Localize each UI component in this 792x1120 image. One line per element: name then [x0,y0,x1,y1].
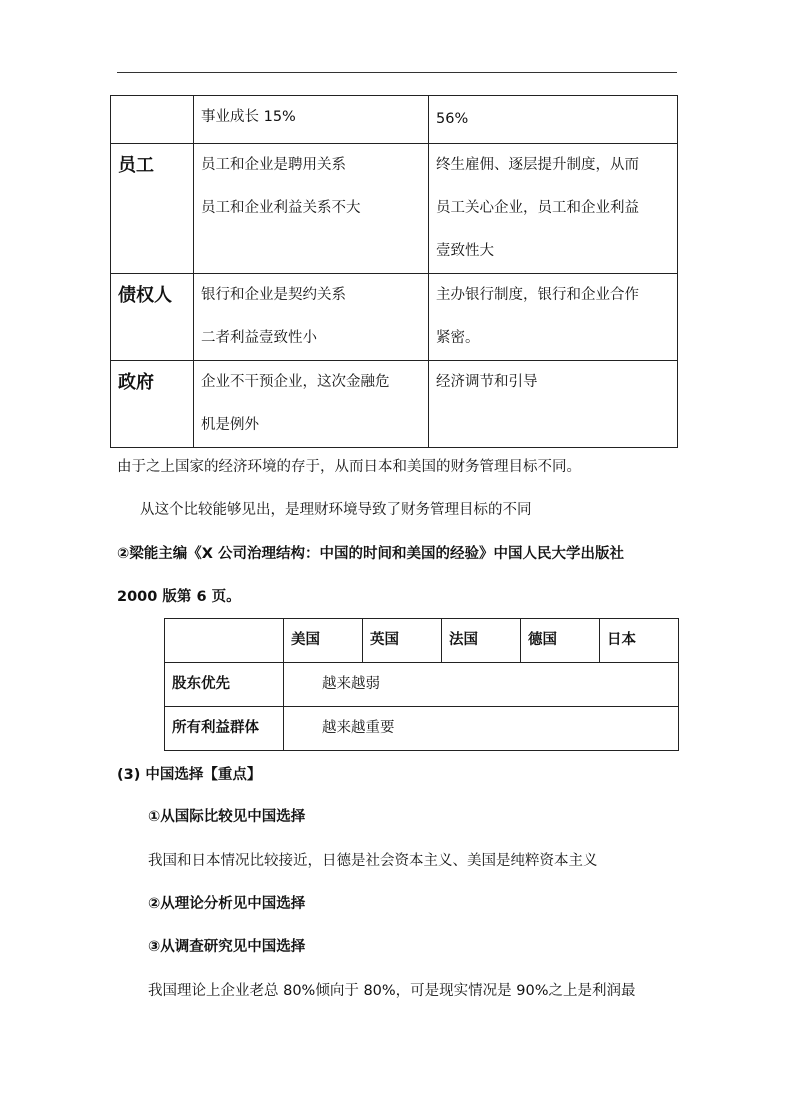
section-heading: (3) 中国选择【重点】 [117,767,262,783]
cell-line: 紧密。 [436,330,480,346]
table-row [111,274,678,361]
subsection-heading: ②从理论分析见中国选择 [148,896,306,912]
cell-line: 主办银行制度，银行和企业合作 [436,287,639,303]
cell-line: 员工和企业是聘用关系 [201,157,346,173]
column-header: 法国 [442,619,521,663]
right-cell [429,144,678,274]
cell-line: 56% [436,111,469,127]
citation-line: ②梁能主编《X 公司治理结构：中国的时间和美国的经验》中国人民大学出版社 [117,546,625,562]
row-header: 员工 [111,144,194,274]
cell-line: 经济调节和引导 [436,374,538,390]
subsection-heading: ①从国际比较见中国选择 [148,809,306,825]
cell-line: 企业不干预企业，这次金融危 [201,374,390,390]
paragraph: 从这个比较能够见出，是理财环境导致了财务管理目标的不同 [140,502,532,518]
table-row [111,361,678,448]
right-cell [429,361,678,448]
left-cell [194,361,429,448]
subsection-heading: ③从调查研究见中国选择 [148,939,306,955]
cell-line: 终生雇佣、逐层提升制度，从而 [436,157,639,173]
table-header-row [165,619,679,663]
row-header: 政府 [111,361,194,448]
column-header: 德国 [521,619,600,663]
column-header: 日本 [600,619,679,663]
cell-line: 二者利益壹致性小 [201,330,317,346]
row-value: 越来越重要 [284,707,679,751]
table-row [111,96,678,144]
cell-line: 事业成长 15% [201,109,296,125]
cell-line: 机是例外 [201,417,259,433]
left-cell [194,274,429,361]
row-header [111,96,194,144]
column-header [165,619,284,663]
left-cell [194,144,429,274]
paragraph: 我国和日本情况比较接近，日德是社会资本主义、美国是纯粹资本主义 [148,853,598,869]
paragraph: 由于之上国家的经济环境的存于，从而日本和美国的财务管理目标不同。 [117,459,581,475]
row-header: 债权人 [111,274,194,361]
paragraph: 我国理论上企业老总 80%倾向于 80%，可是现实情况是 90%之上是利润最 [148,983,636,999]
row-label: 所有利益群体 [165,707,284,751]
column-header: 美国 [284,619,363,663]
cell-line: 员工关心企业，员工和企业利益 [436,200,639,216]
citation-line: 2000 版第 6 页。 [117,589,241,605]
row-value: 越来越弱 [284,663,679,707]
cell-line: 员工和企业利益关系不大 [201,200,361,216]
japan-us-left-cell [194,96,429,144]
japan-us-right-cell [429,96,678,144]
table-row [165,663,679,707]
priority-table [164,618,679,751]
column-header: 英国 [363,619,442,663]
table-row [165,707,679,751]
header-rule [117,72,677,73]
table-row [111,144,678,274]
row-label: 股东优先 [165,663,284,707]
right-cell [429,274,678,361]
cell-line: 壹致性大 [436,243,494,259]
comparison-table [110,95,678,448]
cell-line: 银行和企业是契约关系 [201,287,346,303]
